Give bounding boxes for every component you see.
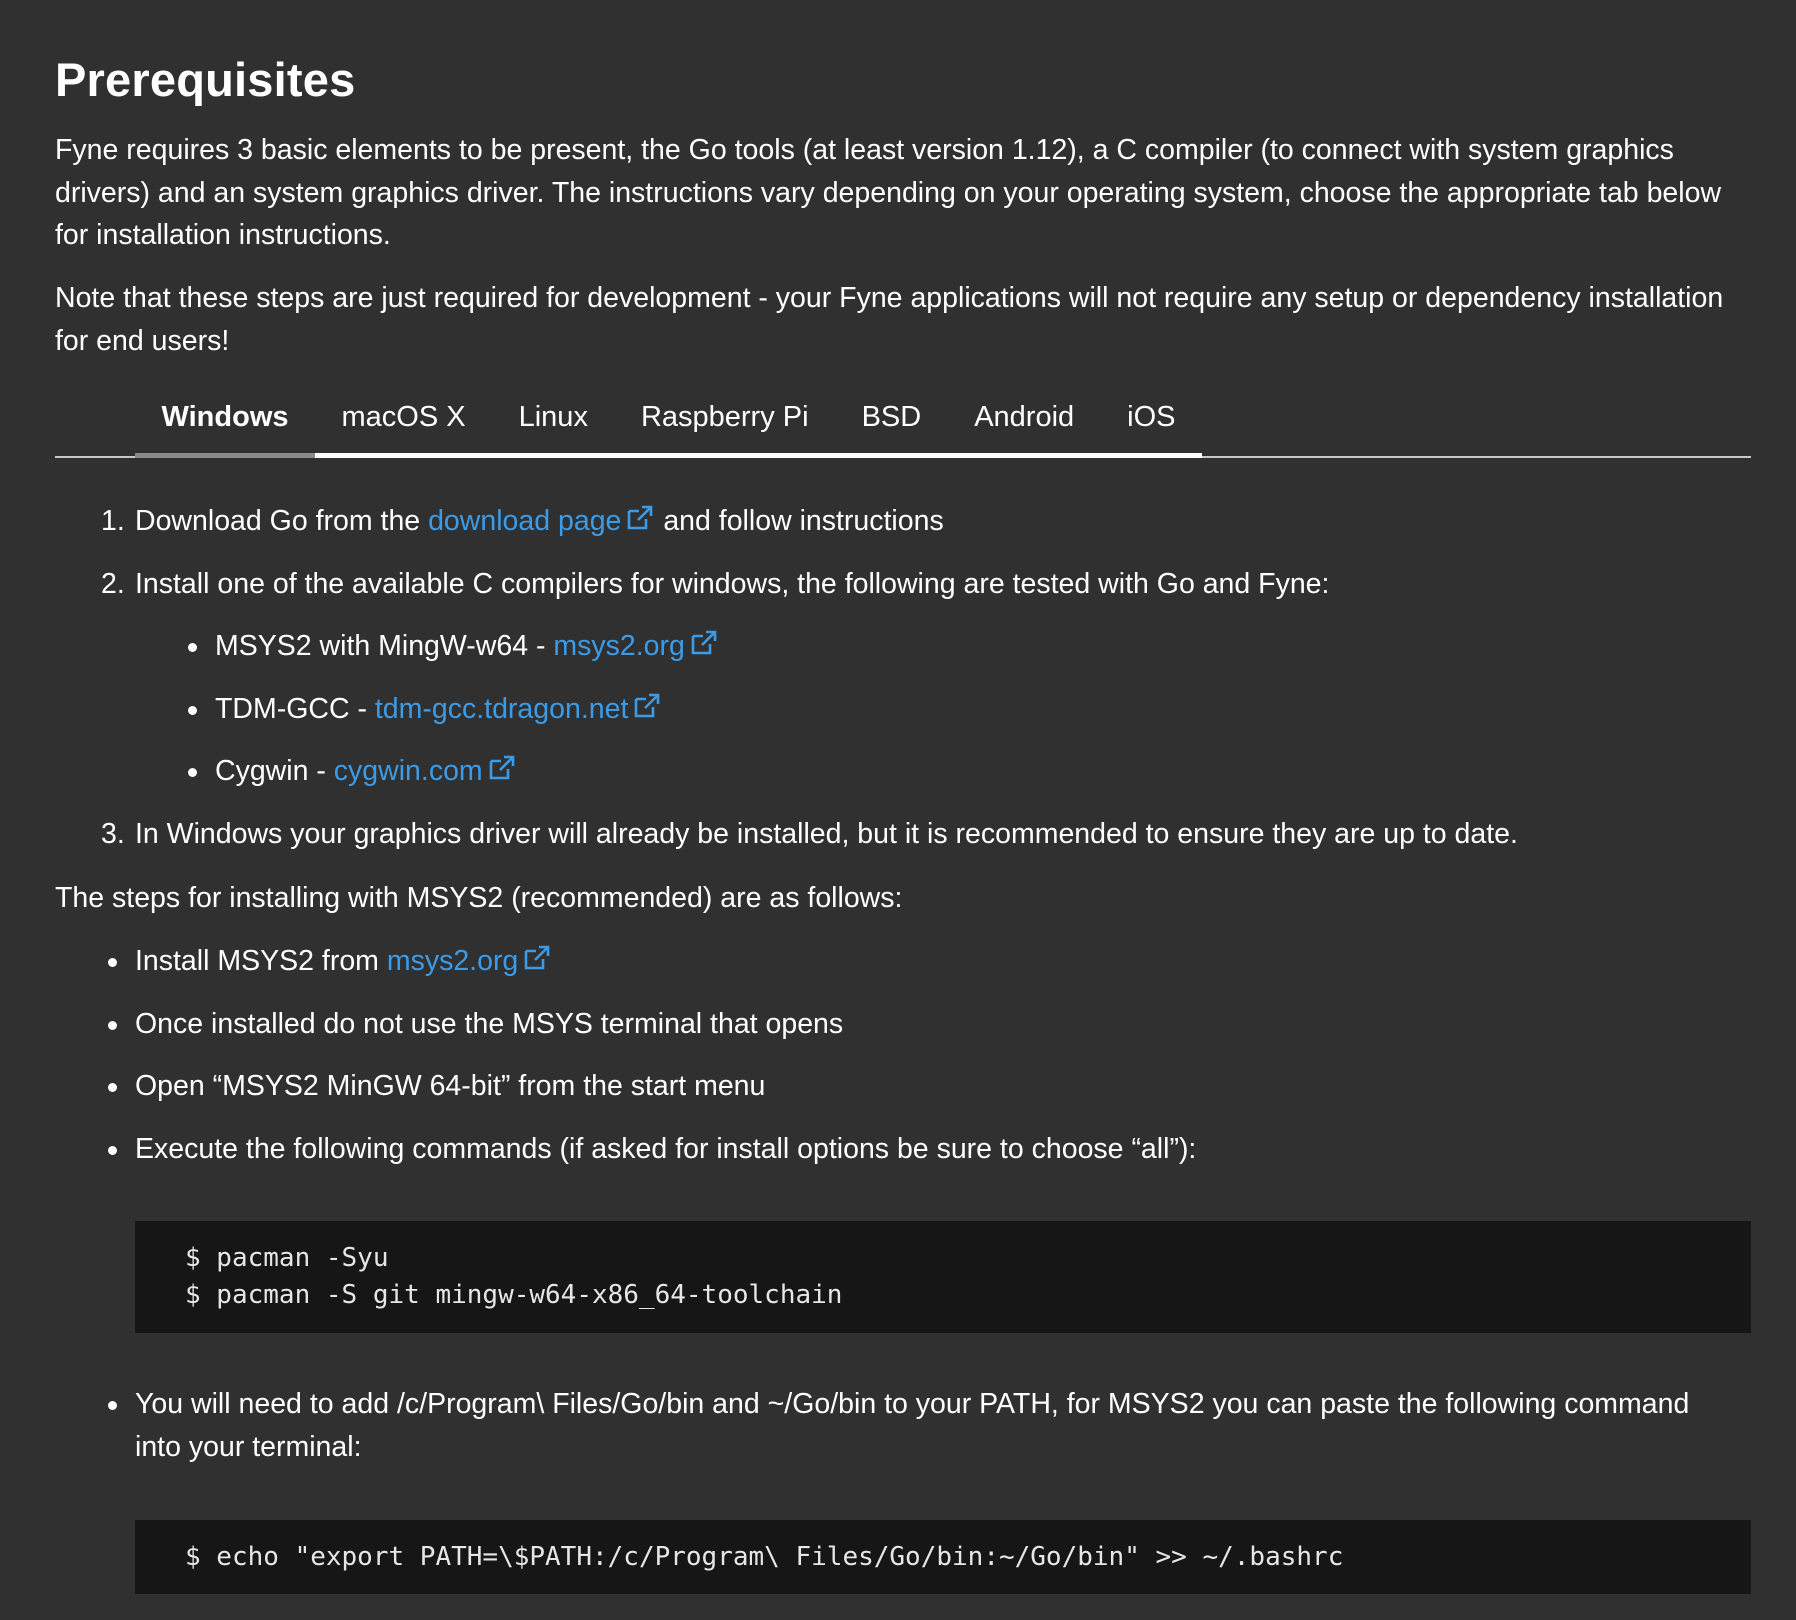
- compiler-label: TDM-GCC -: [215, 692, 375, 725]
- page-title: Prerequisites: [55, 53, 356, 106]
- compiler-label: MSYS2 with MingW-w64 -: [215, 630, 554, 662]
- tab-linux[interactable]: Linux: [492, 390, 614, 458]
- compiler-list: [215, 625, 1745, 793]
- msys2-step-install: [135, 940, 1745, 983]
- step-number: 3.: [101, 817, 125, 850]
- code-line: $ pacman -Syu: [185, 1243, 389, 1273]
- step-install-compiler: [101, 563, 1745, 793]
- code-line: $ pacman -S git mingw-w64-x86_64-toolchain: [185, 1280, 843, 1310]
- external-link-icon: [689, 629, 719, 657]
- external-link-icon: [487, 754, 517, 782]
- tab-ios[interactable]: iOS: [1101, 390, 1202, 458]
- tab-windows[interactable]: Windows: [135, 390, 315, 458]
- msys2-step-no-terminal: Once installed do not use the MSYS terminal that opens: [135, 1003, 1745, 1046]
- step-text: Download Go from the: [135, 505, 429, 537]
- msys2-step-execute: Execute the following commands (if asked for install options be sure to choose “all”):: [135, 1128, 1745, 1171]
- external-link-icon: [522, 944, 552, 972]
- msys2-path-list: [135, 1383, 1735, 1468]
- tdm-gcc-link[interactable]: [375, 693, 662, 725]
- compiler-item-msys2: [215, 625, 1745, 668]
- external-link-icon: [625, 504, 655, 532]
- compiler-label: Cygwin -: [215, 755, 334, 787]
- compiler-item-tdm-gcc: [215, 688, 1745, 731]
- compiler-item-cygwin: [215, 750, 1745, 793]
- code-block-path[interactable]: [135, 1520, 1751, 1594]
- link-text: cygwin.com: [333, 755, 483, 787]
- tab-macos[interactable]: macOS X: [315, 390, 492, 458]
- windows-steps: [101, 500, 1745, 875]
- step-text: Install MSYS2 from: [135, 945, 387, 977]
- step-number: 1.: [101, 505, 125, 537]
- msys2-link[interactable]: [553, 630, 718, 662]
- step-number: 2.: [101, 567, 125, 600]
- tab-strip: [135, 390, 1202, 458]
- tab-android[interactable]: Android: [948, 390, 1101, 458]
- code-block-pacman[interactable]: [135, 1221, 1751, 1333]
- step-text: Install one of the available C compilers for windows, the following are tested with Go and Fyne:: [135, 567, 1330, 600]
- msys2-steps-list: [135, 940, 1745, 1190]
- os-tabs: [55, 390, 1751, 458]
- step-text: and follow instructions: [655, 505, 944, 537]
- download-page-link[interactable]: [428, 505, 655, 537]
- tab-bsd[interactable]: BSD: [835, 390, 948, 458]
- step-graphics-driver: [101, 813, 1745, 856]
- step-download-go: [101, 500, 1745, 543]
- link-text: tdm-gcc.tdragon.net: [374, 692, 629, 725]
- link-text: msys2.org: [553, 630, 685, 662]
- msys2-org-link[interactable]: [387, 945, 552, 977]
- tab-raspberry-pi[interactable]: Raspberry Pi: [614, 390, 835, 458]
- link-text: download page: [428, 505, 622, 537]
- cygwin-link[interactable]: [334, 755, 517, 787]
- code-line: $ echo "export PATH=\$PATH:/c/Program\ Files/Go/bin:~/Go/bin" >> ~/.bashrc: [185, 1542, 1344, 1572]
- msys2-steps-intro: The steps for installing with MSYS2 (recommended) are as follows:: [55, 882, 903, 914]
- msys2-step-path: You will need to add /c/Program\ Files/Go/bin and ~/Go/bin to your PATH, for MSYS2 you can paste the following command into your terminal:: [135, 1383, 1735, 1468]
- step-text: In Windows your graphics driver will already be installed, but it is recommended to ensure they are up to date.: [135, 817, 1518, 850]
- link-text: msys2.org: [386, 945, 519, 977]
- note-paragraph: Note that these steps are just required for development - your Fyne applications will not require any setup or dependency installation for end users!: [55, 282, 1724, 357]
- intro-paragraph: Fyne requires 3 basic elements to be present, the Go tools (at least version 1.12), a C compiler (to connect with system graphics drivers) and an system graphics driver. The instructions vary depending on your operating system, choose the appropriate tab below for installation instructions.: [55, 134, 1722, 251]
- msys2-step-open: Open “MSYS2 MinGW 64-bit” from the start menu: [135, 1065, 1745, 1108]
- external-link-icon: [632, 692, 662, 720]
